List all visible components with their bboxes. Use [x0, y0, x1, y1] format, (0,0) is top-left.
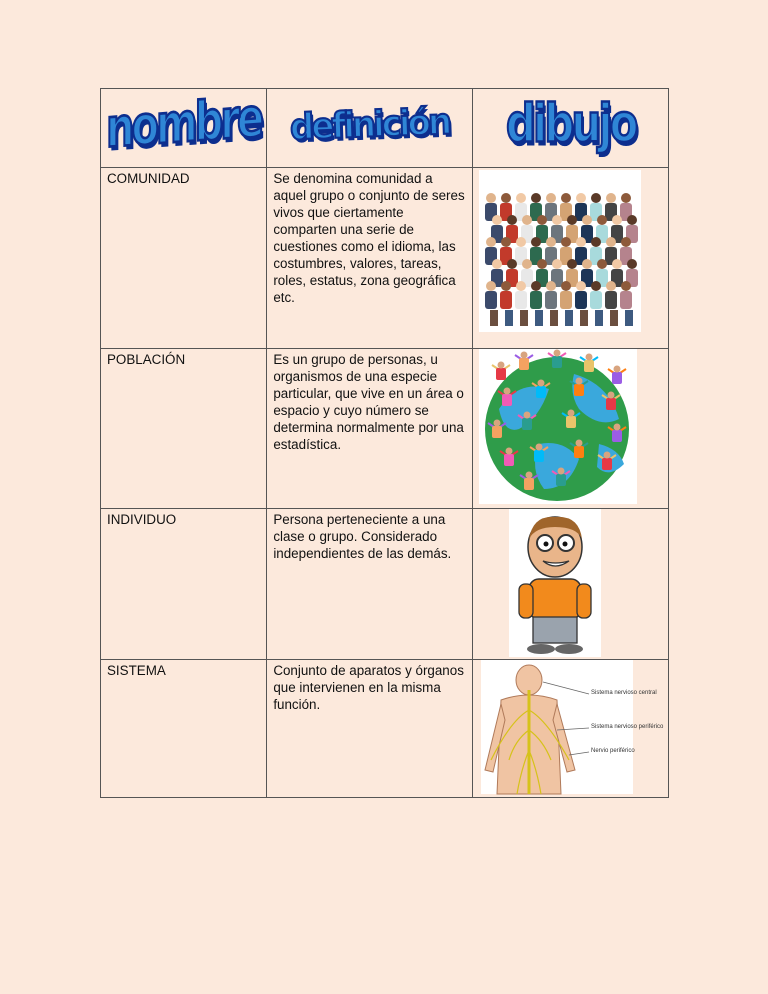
cartoon-man-image [509, 509, 601, 657]
concepts-table [100, 88, 669, 798]
header-cell-definicion [267, 89, 473, 168]
definition-cell: Es un grupo de personas, u organismos de una especie particular, que vive en un área o espacio y cuyo número se determina normalmente por una estadística. [267, 349, 473, 509]
nervous-system-diagram-image [481, 660, 664, 794]
table-row [101, 660, 669, 798]
definition-cell: Se denomina comunidad a aquel grupo o conjunto de seres vivos que ciertamente comparten una serie de cuestiones como el idioma, las costumbres, valores, tareas, roles, estatus, zona geográfica etc. [267, 168, 473, 349]
term-cell: COMUNIDAD [101, 168, 267, 349]
definition-cell: Persona perteneciente a una clase o grupo. Considerado independientes de las demás. [267, 509, 473, 660]
table-row [101, 349, 669, 509]
header-nombre: nombre [106, 86, 262, 160]
table-row [101, 168, 669, 349]
label-central: Sistema nervioso central [591, 690, 658, 696]
image-cell [473, 168, 669, 349]
label-nerve: Nervio periférico [591, 748, 636, 754]
header-dibujo: dibujo [505, 92, 636, 154]
image-cell [473, 509, 669, 660]
image-cell [473, 349, 669, 509]
term-cell: INDIVIDUO [101, 509, 267, 660]
definition-cell: Conjunto de aparatos y órganos que intervienen en la misma función. [267, 660, 473, 798]
crowd-of-people-image [479, 170, 641, 332]
image-cell [473, 660, 669, 798]
globe-with-people-image [479, 349, 637, 504]
label-peripheral: Sistema nervioso periférico [591, 724, 664, 730]
header-definicion: definición [289, 100, 451, 149]
term-cell: SISTEMA [101, 660, 267, 798]
term-cell: POBLACIÓN [101, 349, 267, 509]
table-row [101, 509, 669, 660]
header-cell-dibujo [473, 89, 669, 168]
header-cell-nombre [101, 86, 267, 168]
header-row [101, 89, 669, 168]
